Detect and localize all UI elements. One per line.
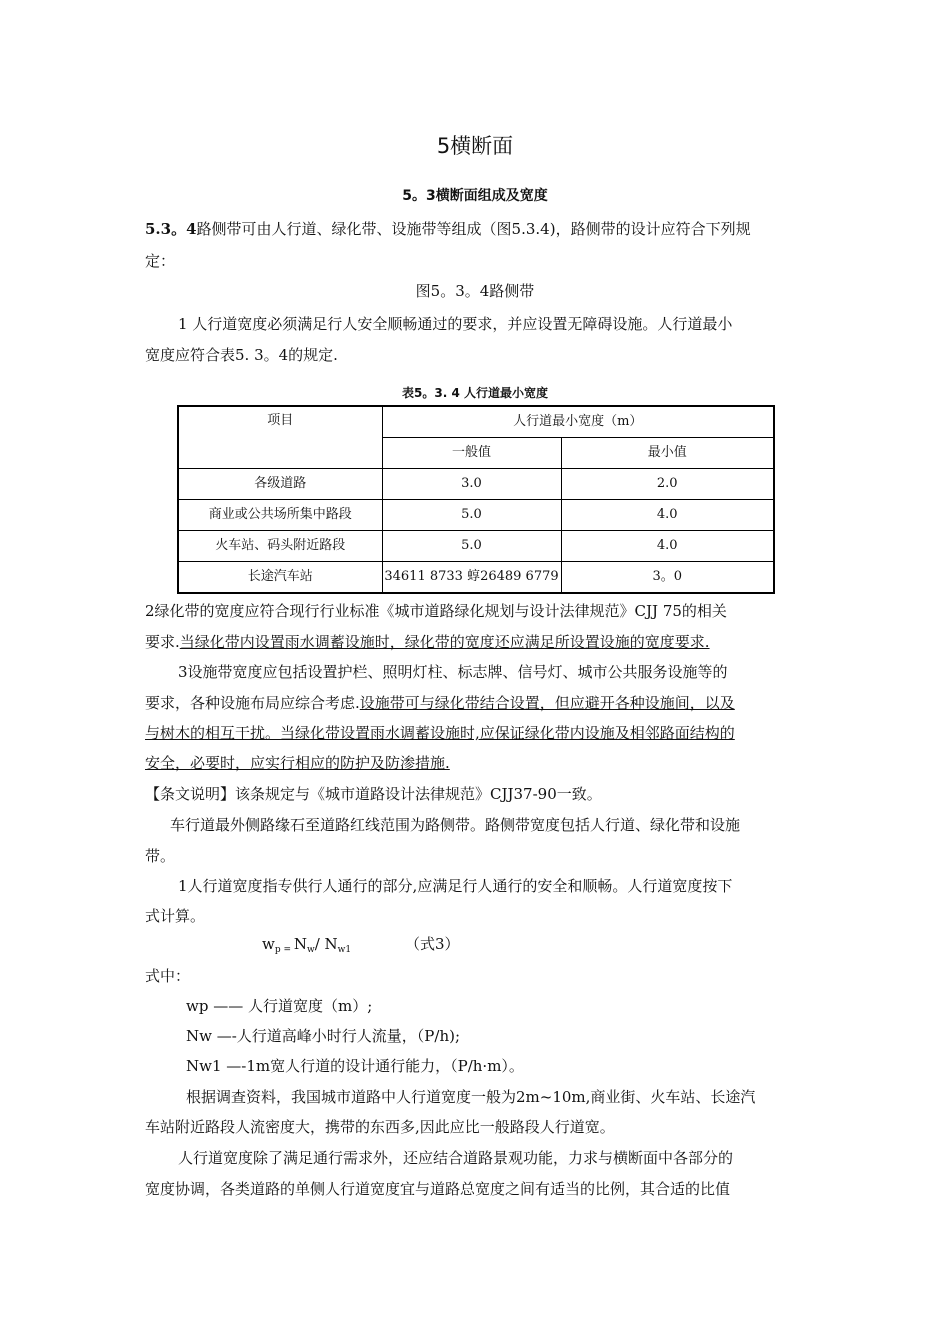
explanation-para1-line2: 带。 [145,847,176,865]
clause-number: 5.3。4 [145,220,197,238]
item2-line2-plain: 要求. [145,633,180,651]
chapter-title: 5横断面 [436,134,514,158]
explanation-para2-line1: 1人行道宽度指专供行人通行的部分,应满足行人通行的安全和顺畅。人行道宽度按下 [178,877,733,895]
item3-line3: 与树木的相互干扰。当绿化带设置雨水调蓄设施时,应保证绿化带内设施及相邻路面结构的 [145,724,735,742]
min-width-table [177,405,775,594]
row-min: 4.0 [561,531,774,562]
section-subtitle: 5。3横断面组成及宽度 [402,188,548,204]
formula-n: N [293,935,307,953]
definition-nw: Nw —-人行道高峰小时行人流量，（P/h); [186,1027,461,1045]
definitions-intro: 式中： [145,967,191,985]
formula-n1-sub: w1 [337,945,352,955]
item2-line2 [145,632,710,652]
formula-w-sub: p [274,945,281,955]
row-item: 火车站、码头附近路段 [178,531,382,562]
item3-line4: 安全，必要时，应实行相应的防护及防渗措施. [145,754,450,772]
table-row [178,562,774,594]
item3-line1: 3设施带宽度应包括设置护栏、照明灯柱、标志牌、信号灯、城市公共服务设施等的 [178,663,728,681]
explanation-heading: 【条文说明】该条规定与《城市道路设计法律规范》CJJ37-90一致。 [145,785,602,803]
row-min: 3。0 [561,562,774,594]
header-general: 一般值 [382,438,561,469]
closing-para1-line2: 车站附近路段人流密度大，携带的东西多,因此应比一般路段人行道宽。 [145,1118,615,1136]
table-row [178,531,774,562]
clause-text: 路侧带可由人行道、绿化带、设施带等组成（图5.3.4)，路侧带的设计应符合下列规 [196,220,751,238]
row-min: 4.0 [561,500,774,531]
table-header-row [178,406,774,438]
row-item: 商业或公共场所集中路段 [178,500,382,531]
closing-para2-line1: 人行道宽度除了满足通行需求外，还应结合道路景观功能，力求与横断面中各部分的 [178,1149,734,1167]
header-group: 人行道最小宽度（m） [382,406,774,438]
clause-line [145,219,751,239]
closing-para2-line2: 宽度协调，各类道路的单侧人行道宽度宜与道路总宽度之间有适当的比例，其合适的比值 [145,1180,731,1198]
definition-nw1: Nw1 —-1m宽人行道的设计通行能力，（P/h·m）。 [186,1057,524,1075]
header-item: 项目 [178,406,382,469]
table-row [178,500,774,531]
header-min: 最小值 [561,438,774,469]
closing-para1-line1: 根据调查资料，我国城市道路中人行道宽度一般为2m~10m,商业街、火车站、长途汽 [186,1088,756,1106]
item2-line1: 2绿化带的宽度应符合现行行业标准《城市道路绿化规划与设计法律规范》CJJ 75的相关 [145,602,727,620]
formula-w: w [262,935,275,953]
formula-eq: = [280,945,294,955]
row-general: 5.0 [382,500,561,531]
row-general: 3.0 [382,469,561,500]
row-general: 34611 8733 蜳26489 6779 [382,562,561,594]
table-row [178,469,774,500]
formula-label: （式3） [405,935,460,953]
item3-line2 [145,693,735,713]
explanation-para1-line1: 车行道最外侧路缘石至道路红线范围为路侧带。路侧带宽度包括人行道、绿化带和设施 [170,816,741,834]
table-caption: 表5。3. 4 人行道最小宽度 [402,386,548,400]
row-general: 5.0 [382,531,561,562]
item2-line2-underlined: 当绿化带内设置雨水调蓄设施时，绿化带的宽度还应满足所设置设施的宽度要求. [179,633,710,651]
formula-n-sub: w [307,945,315,955]
item1-line2: 宽度应符合表5. 3。4的规定. [145,346,338,364]
figure-caption: 图5。3。4路侧带 [415,282,535,300]
clause-line-2: 定： [145,252,176,270]
item1-line1: 1 人行道宽度必须满足行人安全顺畅通过的要求，并应设置无障碍设施。人行道最小 [178,315,733,333]
definition-wp: wp —— 人行道宽度（m）; [186,997,373,1015]
row-item: 长途汽车站 [178,562,382,594]
row-item: 各级道路 [178,469,382,500]
item3-line2-plain: 要求，各种设施布局应综合考虑. [145,694,360,712]
formula-slash: / N [314,935,338,953]
formula [262,934,351,960]
item3-line2-underlined: 设施带可与绿化带结合设置，但应避开各种设施间，以及 [359,694,735,712]
row-min: 2.0 [561,469,774,500]
explanation-para2-line2: 式计算。 [145,907,206,925]
